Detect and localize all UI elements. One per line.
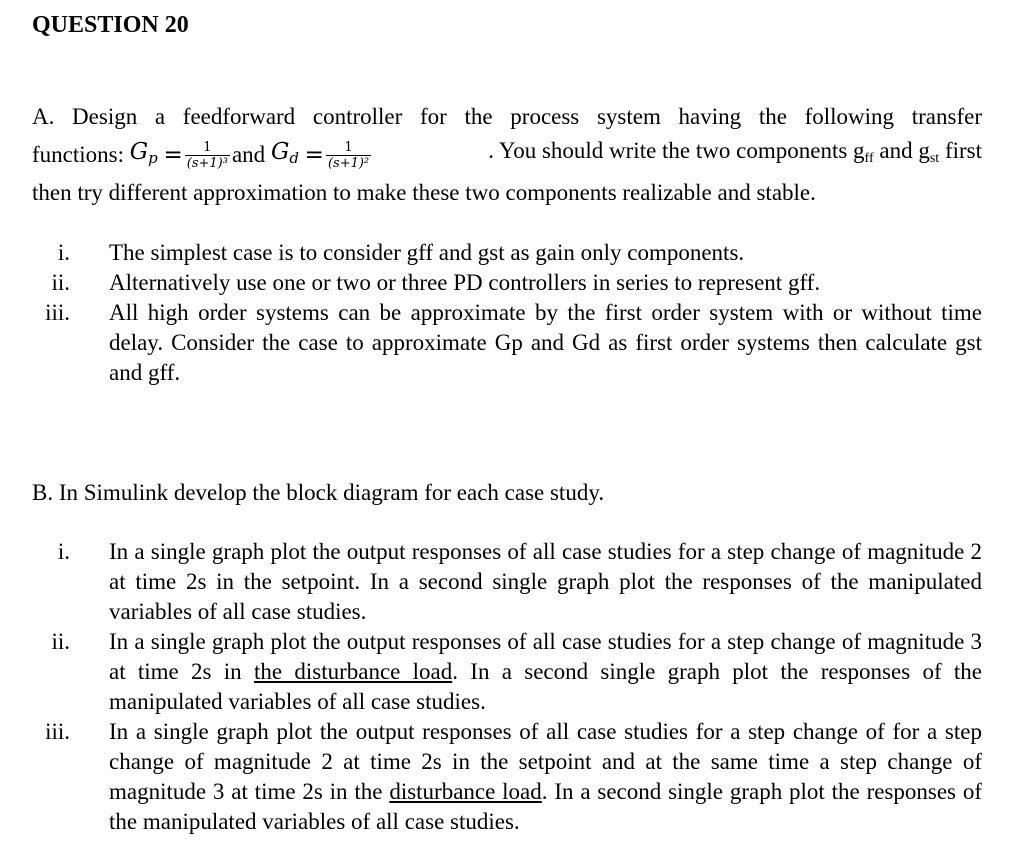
equals-sign: = bbox=[163, 142, 183, 168]
part-b-intro: B. In Simulink develop the block diagram for each case study. bbox=[32, 480, 605, 505]
gp-symbol: $G_p$ bbox=[129, 139, 158, 167]
part-b-list bbox=[32, 537, 982, 837]
part-a-line-2 bbox=[32, 136, 982, 174]
disturbance-load-underlined: the disturbance load bbox=[253, 659, 453, 684]
list-item: ii. In a single graph plot the output responses of all case studies for a step change of magnitude 3 at time 2s in the disturbance load. In a second single graph plot the responses of the manipulated variables of all case studies. bbox=[51, 629, 982, 714]
gd-symbol: $G_d$ bbox=[270, 139, 299, 167]
disturbance-load-underlined-2: disturbance load bbox=[389, 779, 542, 804]
gp-fraction: $\frac{1}{\text{(s+1)³}}$ bbox=[186, 139, 228, 171]
list-item: i. The simplest case is to consider gff and gst as gain only components. bbox=[57, 240, 745, 265]
part-a-intro-start: A. Design a feedforward controller for the process system having the following transfer bbox=[32, 104, 982, 129]
question-title: QUESTION 20 bbox=[32, 12, 189, 38]
gff-sub: ff bbox=[864, 151, 874, 166]
part-a-line-1 bbox=[32, 98, 982, 136]
first-word: first bbox=[939, 138, 982, 163]
part-a-list bbox=[32, 238, 982, 388]
equals-sign-2: = bbox=[304, 142, 324, 168]
components-text: . You should write the two components g bbox=[488, 138, 865, 163]
functions-label: functions: bbox=[32, 142, 124, 167]
part-a-intro-end: then try different approximation to make these two components realizable and stable. bbox=[32, 180, 816, 205]
list-item: iii. All high order systems can be approximate by the first order system with or without time delay. Consider the case to approximate Gp and Gd as first order systems then calculate gst and gff. bbox=[45, 300, 982, 385]
list-item: i. In a single graph plot the output responses of all case studies for a step change of magnitude 2 at time 2s in the setpoint. In a second single graph plot the responses of the manipulated variables of all case studies. bbox=[57, 539, 982, 624]
list-item: iii. In a single graph plot the output responses of all case studies for a step change of for a step change of magnitude 2 at time 2s in the setpoint and at the same time a step change of magnitude 3 at time 2s in the disturbance load. In a second single graph plot the responses of the manipulated variables of all case studies. bbox=[45, 719, 982, 834]
gd-fraction: $\frac{1}{\text{(s+1)²}}$ bbox=[327, 139, 370, 171]
and-g-text: and g bbox=[873, 138, 930, 163]
gst-sub: st bbox=[929, 151, 940, 166]
list-item: ii. Alternatively use one or two or three PD controllers in series to represent gff. bbox=[51, 270, 821, 295]
and-word: and bbox=[231, 142, 266, 167]
part-a-line-3 bbox=[32, 174, 982, 212]
